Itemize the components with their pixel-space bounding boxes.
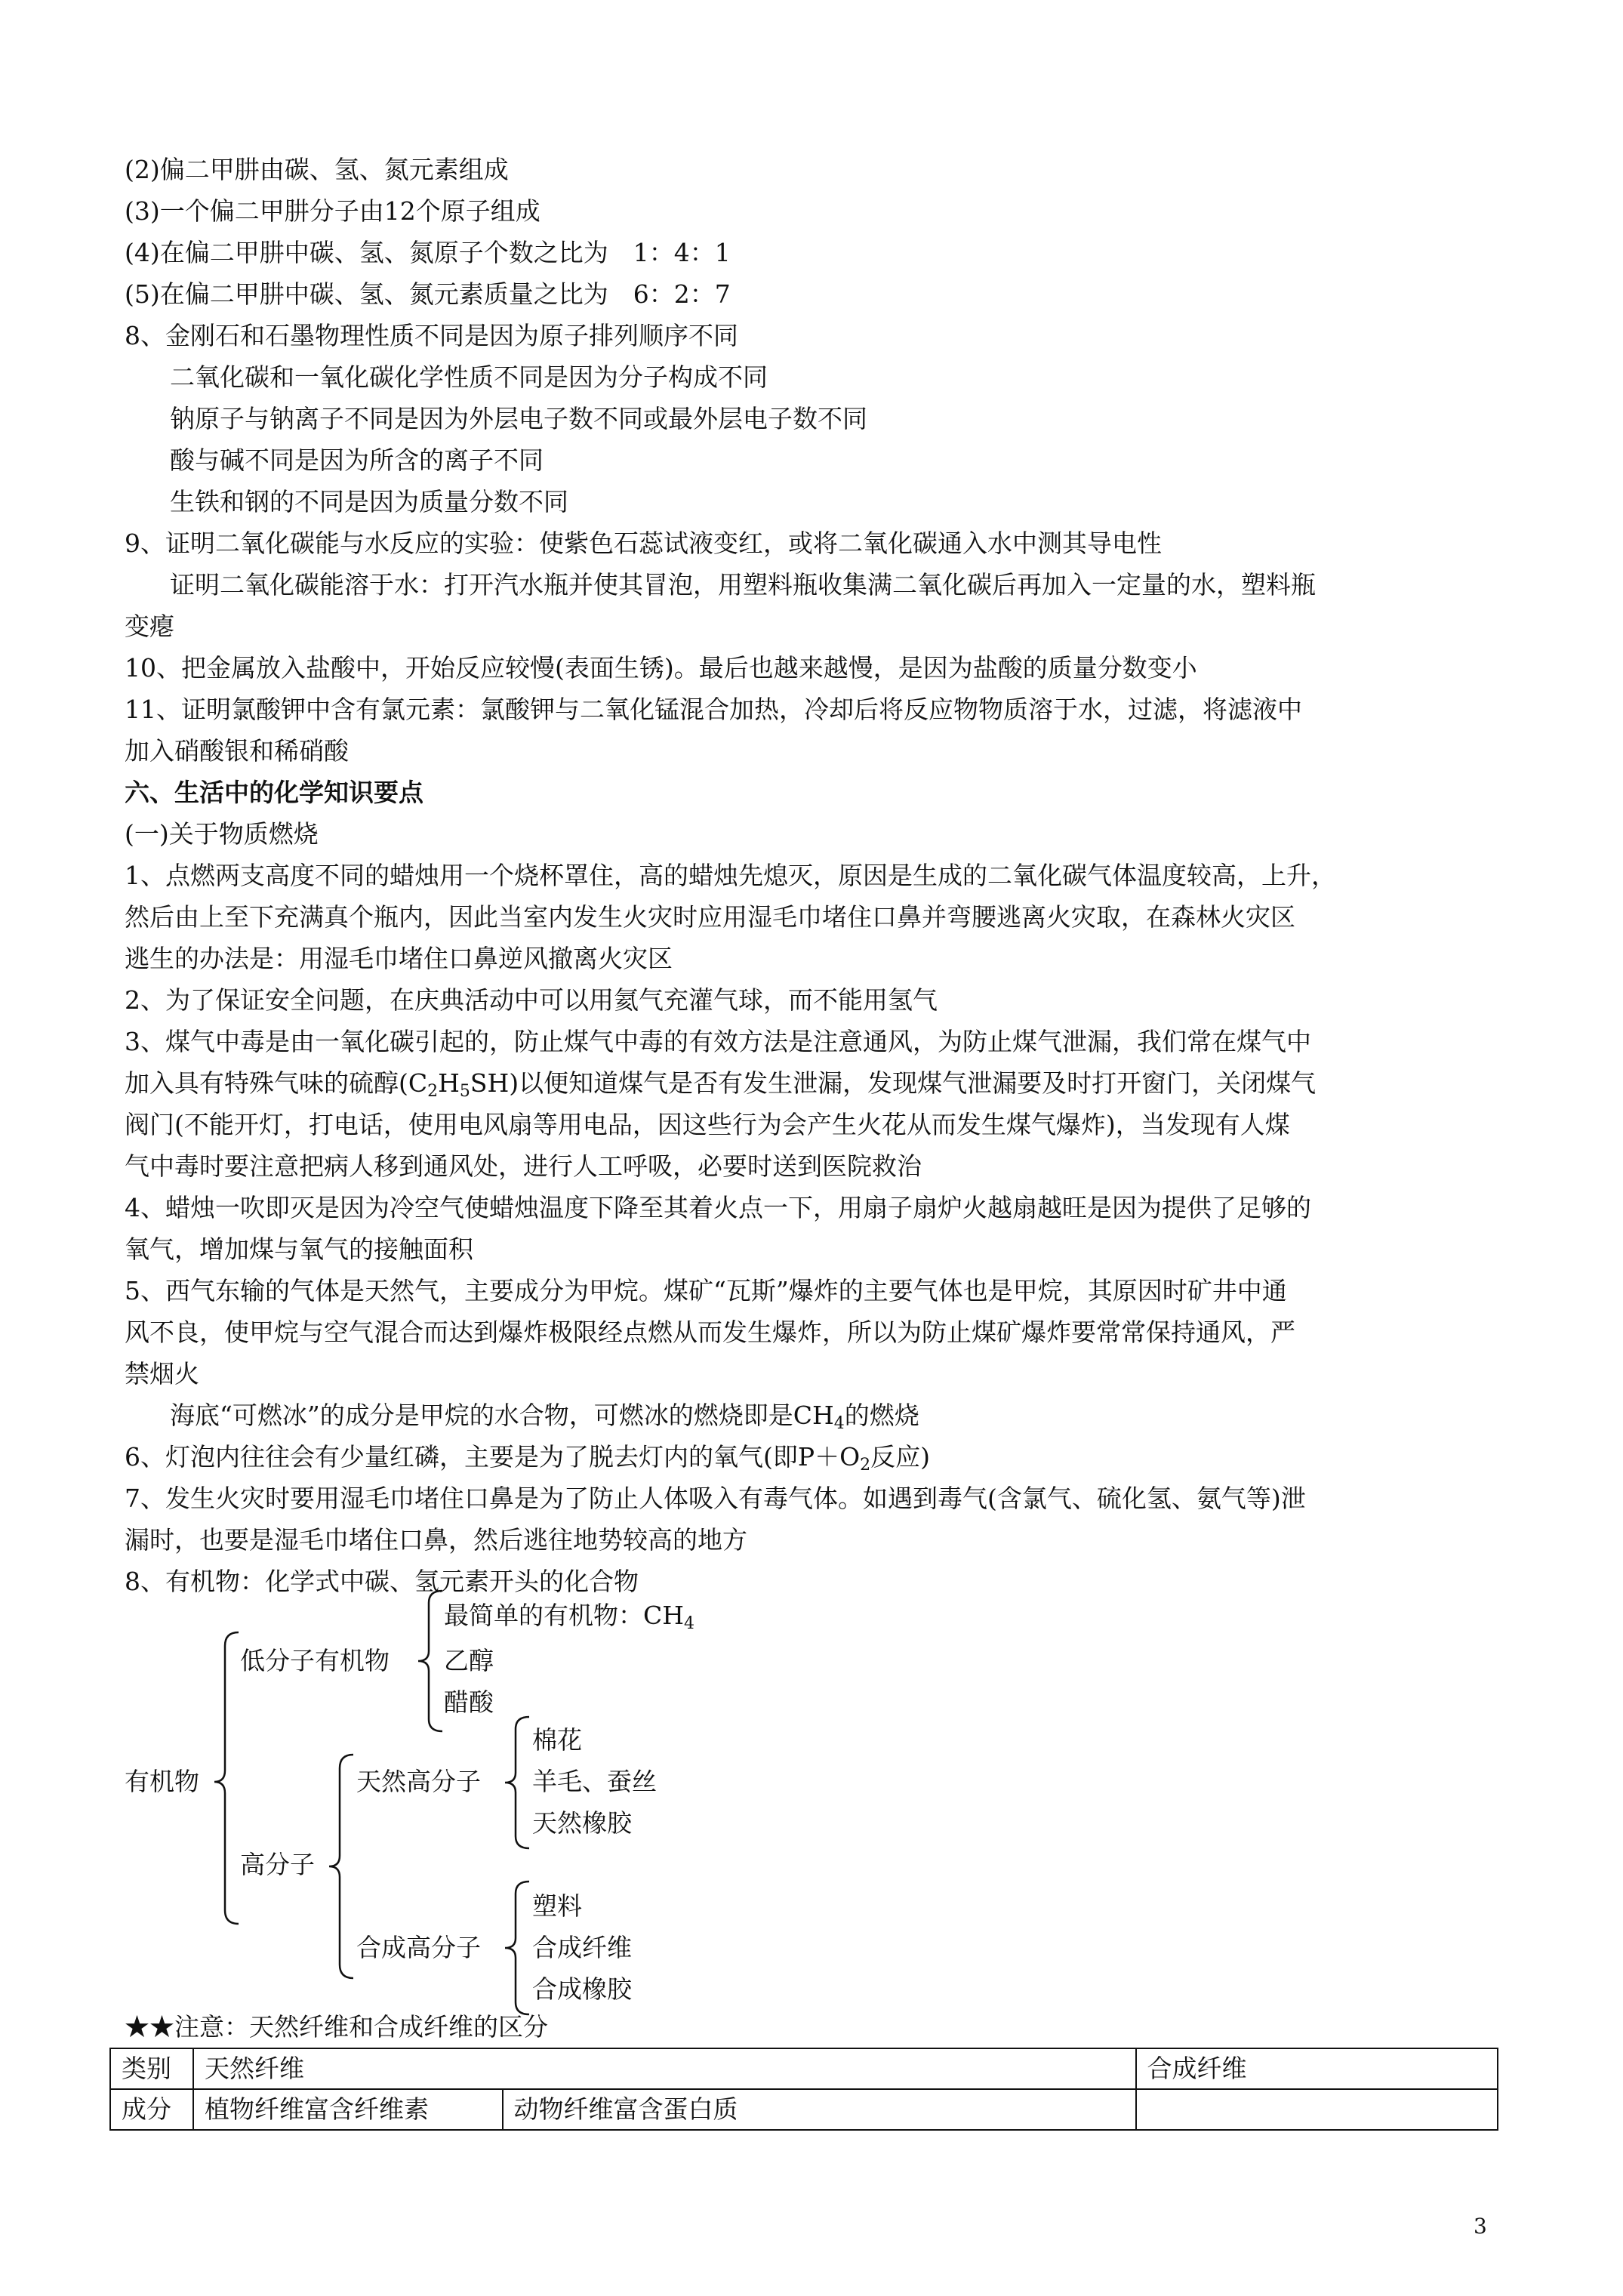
subscript: 2 [427,1082,439,1101]
fiber-comparison-table [109,2048,1498,2131]
text-line: 9、证明二氧化碳能与水反应的实验：使紫色石蕊试液变红，或将二氧化碳通入水中测其导电性 [125,529,1162,558]
table-cell: 植物纤维富含纤维素 [193,2089,503,2130]
text-segment: 的燃烧 [844,1401,919,1430]
section-heading: 六、生活中的化学知识要点 [125,778,423,807]
text-line: 8、有机物：化学式中碳、氢元素开头的化合物 [125,1567,639,1596]
note-line: ★★注意：天然纤维和合成纤维的区分 [125,2012,548,2042]
subscript: 2 [860,1456,871,1475]
natural-polymer-brace [502,1715,532,1850]
tree-leaf: 合成纤维 [532,1933,632,1962]
text-segment: 6、灯泡内往往会有少量红磷，主要是为了脱去灯内的氧气(即P＋O [125,1442,861,1472]
tree-node-high-molecular: 高分子 [240,1850,315,1879]
text-line: 变瘪 [125,612,174,641]
tree-leaf: 塑料 [532,1891,582,1921]
text-line: 证明二氧化碳能溶于水：打开汽水瓶并使其冒泡，用塑料瓶收集满二氧化碳后再加入一定量的水，塑料瓶 [170,570,1316,599]
text-segment: SH)以便知道煤气是否有发生泄漏，发现煤气泄漏要及时打开窗门，关闭煤气 [470,1068,1317,1098]
tree-leaf: 羊毛、蚕丝 [532,1767,657,1796]
text-line: 二氧化碳和一氧化碳化学性质不同是因为分子构成不同 [170,362,768,392]
tree-leaf: 合成橡胶 [532,1974,632,2004]
text-line: 1、点燃两支高度不同的蜡烛用一个烧杯罩住，高的蜡烛先熄灭，原因是生成的二氧化碳气体温度较高，上升， [125,861,1336,890]
text-line [170,1401,919,1431]
low-molecular-brace [415,1589,445,1733]
text-line: 阀门(不能开灯，打电话，使用电风扇等用电品，因这些行为会产生火花从而发生煤气爆炸)，当发现有人煤 [125,1110,1290,1139]
text-line: 然后由上至下充满真个瓶内，因此当室内发生火灾时应用湿毛巾堵住口鼻并弯腰逃离火灾取，在森林火灾区 [125,902,1295,932]
text-line: 禁烟火 [125,1359,199,1388]
text-line [125,1068,1316,1099]
table-cell: 类别 [110,2048,193,2089]
root-brace [211,1631,242,1925]
text-line: 风不良，使甲烷与空气混合而达到爆炸极限经点燃从而发生爆炸，所以为防止煤矿爆炸要常常保持通风，严 [125,1318,1295,1347]
text-line: 3、煤气中毒是由一氧化碳引起的，防止煤气中毒的有效方法是注意通风，为防止煤气泄漏，我们常在煤气中 [125,1027,1311,1056]
tree-leaf: 醋酸 [444,1687,494,1717]
text-line: 漏时，也要是湿毛巾堵住口鼻，然后逃往地势较高的地方 [125,1525,747,1555]
text-line: (3)一个偏二甲肼分子由12个原子组成 [125,196,540,226]
tree-node-synthetic-polymer: 合成高分子 [356,1933,481,1962]
subsection-heading: (一)关于物质燃烧 [125,819,319,849]
text-line: 7、发生火灾时要用湿毛巾堵住口鼻是为了防止人体吸入有毒气体。如遇到毒气(含氯气、硫化氢、氨气等)泄 [125,1484,1306,1513]
table-cell: 动物纤维富含蛋白质 [503,2089,1136,2130]
text-line: 酸与碱不同是因为所含的离子不同 [170,445,544,475]
tree-leaf: 天然橡胶 [532,1808,632,1838]
leaf-label: 最简单的有机物：CH [444,1601,685,1630]
text-line: 钠原子与钠离子不同是因为外层电子数不同或最外层电子数不同 [170,404,867,433]
text-line: (4)在偏二甲肼中碳、氢、氮原子个数之比为 1：4：1 [125,238,731,267]
text-line: (2)偏二甲肼由碳、氢、氮元素组成 [125,155,509,184]
text-line: (5)在偏二甲肼中碳、氢、氮元素质量之比为 6：2：7 [125,279,731,309]
text-line: 气中毒时要注意把病人移到通风处，进行人工呼吸，必要时送到医院救治 [125,1151,922,1181]
subscript: 4 [684,1614,695,1633]
text-segment: 反应) [870,1442,931,1472]
subscript: 4 [833,1414,845,1433]
text-line: 4、蜡烛一吹即灭是因为冷空气使蜡烛温度下降至其着火点一下，用扇子扇炉火越扇越旺是因为提供了足够的 [125,1193,1311,1222]
table-cell [1136,2089,1498,2130]
text-line: 氧气，增加煤与氧气的接触面积 [125,1234,473,1264]
table-row [110,2048,1498,2089]
table-cell: 天然纤维 [193,2048,1136,2089]
tree-node-low-molecular: 低分子有机物 [240,1646,390,1675]
tree-leaf: 棉花 [532,1725,582,1755]
tree-node-natural-polymer: 天然高分子 [356,1767,481,1796]
text-segment: 海底“可燃冰”的成分是甲烷的水合物，可燃冰的燃烧即是CH [170,1401,834,1430]
high-molecular-brace [326,1753,356,1980]
text-line [125,1442,931,1475]
tree-leaf [444,1601,694,1631]
text-line: 10、把金属放入盐酸中，开始反应较慢(表面生锈)。最后也越来越慢，是因为盐酸的质量分数变小 [125,653,1197,683]
text-line: 逃生的办法是：用湿毛巾堵住口鼻逆风撤离火灾区 [125,944,673,973]
subscript: 5 [459,1082,470,1101]
text-line: 加入硝酸银和稀硝酸 [125,736,349,766]
table-cell: 合成纤维 [1136,2048,1498,2089]
tree-leaf: 乙醇 [444,1646,494,1675]
table-cell: 成分 [110,2089,193,2130]
text-line: 2、为了保证安全问题，在庆典活动中可以用氦气充灌气球，而不能用氢气 [125,985,938,1015]
text-segment: 加入具有特殊气味的硫醇(C [125,1068,428,1098]
page-number: 3 [1474,2214,1487,2239]
text-line: 5、西气东输的气体是天然气，主要成分为甲烷。煤矿“瓦斯”爆炸的主要气体也是甲烷，其原因时矿井中通 [125,1276,1287,1305]
text-segment: H [438,1068,460,1098]
synthetic-polymer-brace [502,1880,532,2016]
text-line: 生铁和钢的不同是因为质量分数不同 [170,487,568,516]
text-line: 11、证明氯酸钾中含有氯元素：氯酸钾与二氧化锰混合加热，冷却后将反应物物质溶于水，过滤，将滤液中 [125,695,1302,724]
tree-root: 有机物 [125,1767,199,1796]
text-line: 8、金刚石和石墨物理性质不同是因为原子排列顺序不同 [125,321,738,350]
table-row [110,2089,1498,2130]
